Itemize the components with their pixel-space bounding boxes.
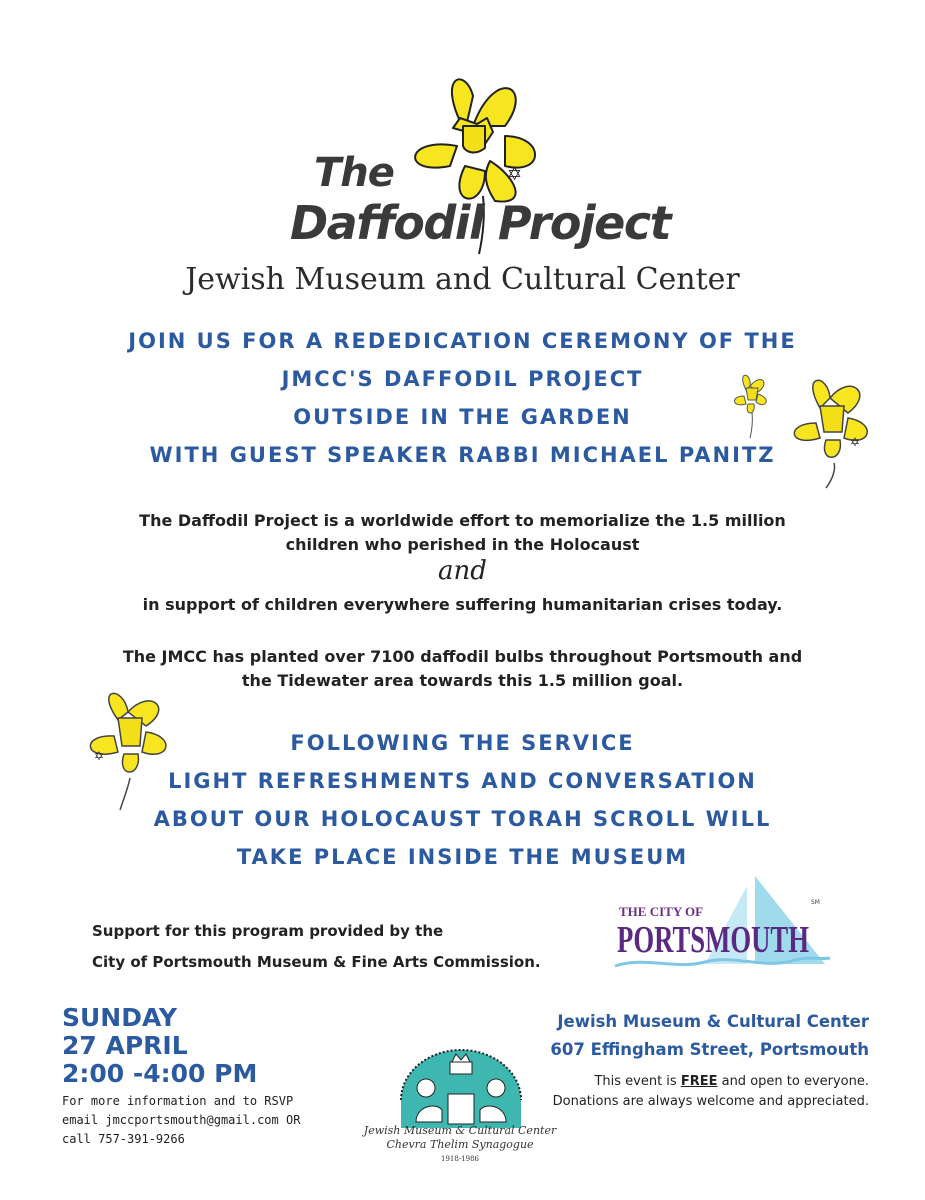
support-line: City of Portsmouth Museum & Fine Arts Commission. — [92, 953, 541, 971]
planted-line: the Tidewater area towards this 1.5 million goal. — [241, 671, 684, 690]
city-logo-small: THE CITY OF — [619, 904, 704, 919]
donations-line: Donations are always welcome and appreciated. — [552, 1094, 869, 1109]
svg-text:✡: ✡ — [507, 164, 523, 185]
free-word: FREE — [680, 1074, 718, 1089]
planted-line: The JMCC has planted over 7100 daffodil bulbs throughout Portsmouth and — [122, 647, 803, 666]
support-text — [92, 916, 541, 978]
following-block — [0, 724, 925, 876]
following-line: ABOUT OUR HOLOCAUST TORAH SCROLL WILL — [153, 807, 772, 831]
museum-title: Jewish Museum and Cultural Center — [185, 262, 740, 297]
free-note-line: This event is FREE and open to everyone. — [594, 1074, 869, 1089]
description-line: in support of children everywhere suffering humanitarian crises today. — [142, 595, 783, 614]
and-word: and — [438, 556, 487, 586]
logo-title-project: Daffodil Project — [290, 196, 671, 250]
svg-text:✡: ✡ — [94, 749, 105, 763]
city-logo-big: PORTSMOUTH — [617, 919, 809, 961]
rsvp-line: For more information and to RSVP — [62, 1094, 294, 1108]
description-text — [0, 509, 925, 557]
address-street: 607 Effingham Street, Portsmouth — [550, 1040, 869, 1059]
invitation-line: JMCC'S DAFFODIL PROJECT — [281, 367, 644, 391]
following-line: FOLLOWING THE SERVICE — [290, 731, 635, 755]
event-day: SUNDAY — [62, 1003, 178, 1032]
jewish-museum-logo-icon — [396, 1050, 526, 1128]
following-line: TAKE PLACE INSIDE THE MUSEUM — [236, 845, 689, 869]
support-line: Support for this program provided by the — [92, 922, 444, 940]
address-block — [550, 1008, 869, 1064]
jm-logo-synagogue: Chevra Thelim Synagogue — [386, 1138, 534, 1151]
jm-logo-name: Jewish Museum & Cultural Center — [363, 1124, 557, 1137]
rsvp-email-line[interactable]: email jmccportsmouth@gmail.com OR — [62, 1113, 301, 1127]
city-logo-mark: SM — [811, 899, 820, 906]
svg-text:✡: ✡ — [850, 435, 861, 449]
invitation-line: JOIN US FOR A REDEDICATION CEREMONY OF THE — [128, 329, 797, 353]
event-date: 27 APRIL — [62, 1031, 188, 1060]
description-line: children who perished in the Holocaust — [285, 535, 640, 554]
invitation-line: OUTSIDE IN THE GARDEN — [293, 405, 632, 429]
rsvp-phone-line[interactable]: call 757-391-9266 — [62, 1132, 185, 1146]
event-date-block — [62, 1004, 257, 1088]
event-time: 2:00 -4:00 PM — [62, 1059, 258, 1088]
address-name: Jewish Museum & Cultural Center — [557, 1012, 869, 1031]
jewish-museum-caption — [360, 1124, 560, 1166]
daffodil-medium-icon — [780, 368, 880, 488]
description-line: The Daffodil Project is a worldwide effort to memorialize the 1.5 million — [139, 511, 786, 530]
daffodil-small-icon — [726, 368, 774, 438]
rsvp-text — [62, 1092, 300, 1149]
free-note — [553, 1072, 869, 1112]
following-line: LIGHT REFRESHMENTS AND CONVERSATION — [168, 769, 757, 793]
invitation-line: WITH GUEST SPEAKER RABBI MICHAEL PANITZ — [149, 443, 776, 467]
city-of-portsmouth-logo — [605, 874, 835, 974]
jm-logo-years: 1918-1986 — [441, 1155, 479, 1163]
logo-title-the: The — [314, 150, 394, 196]
